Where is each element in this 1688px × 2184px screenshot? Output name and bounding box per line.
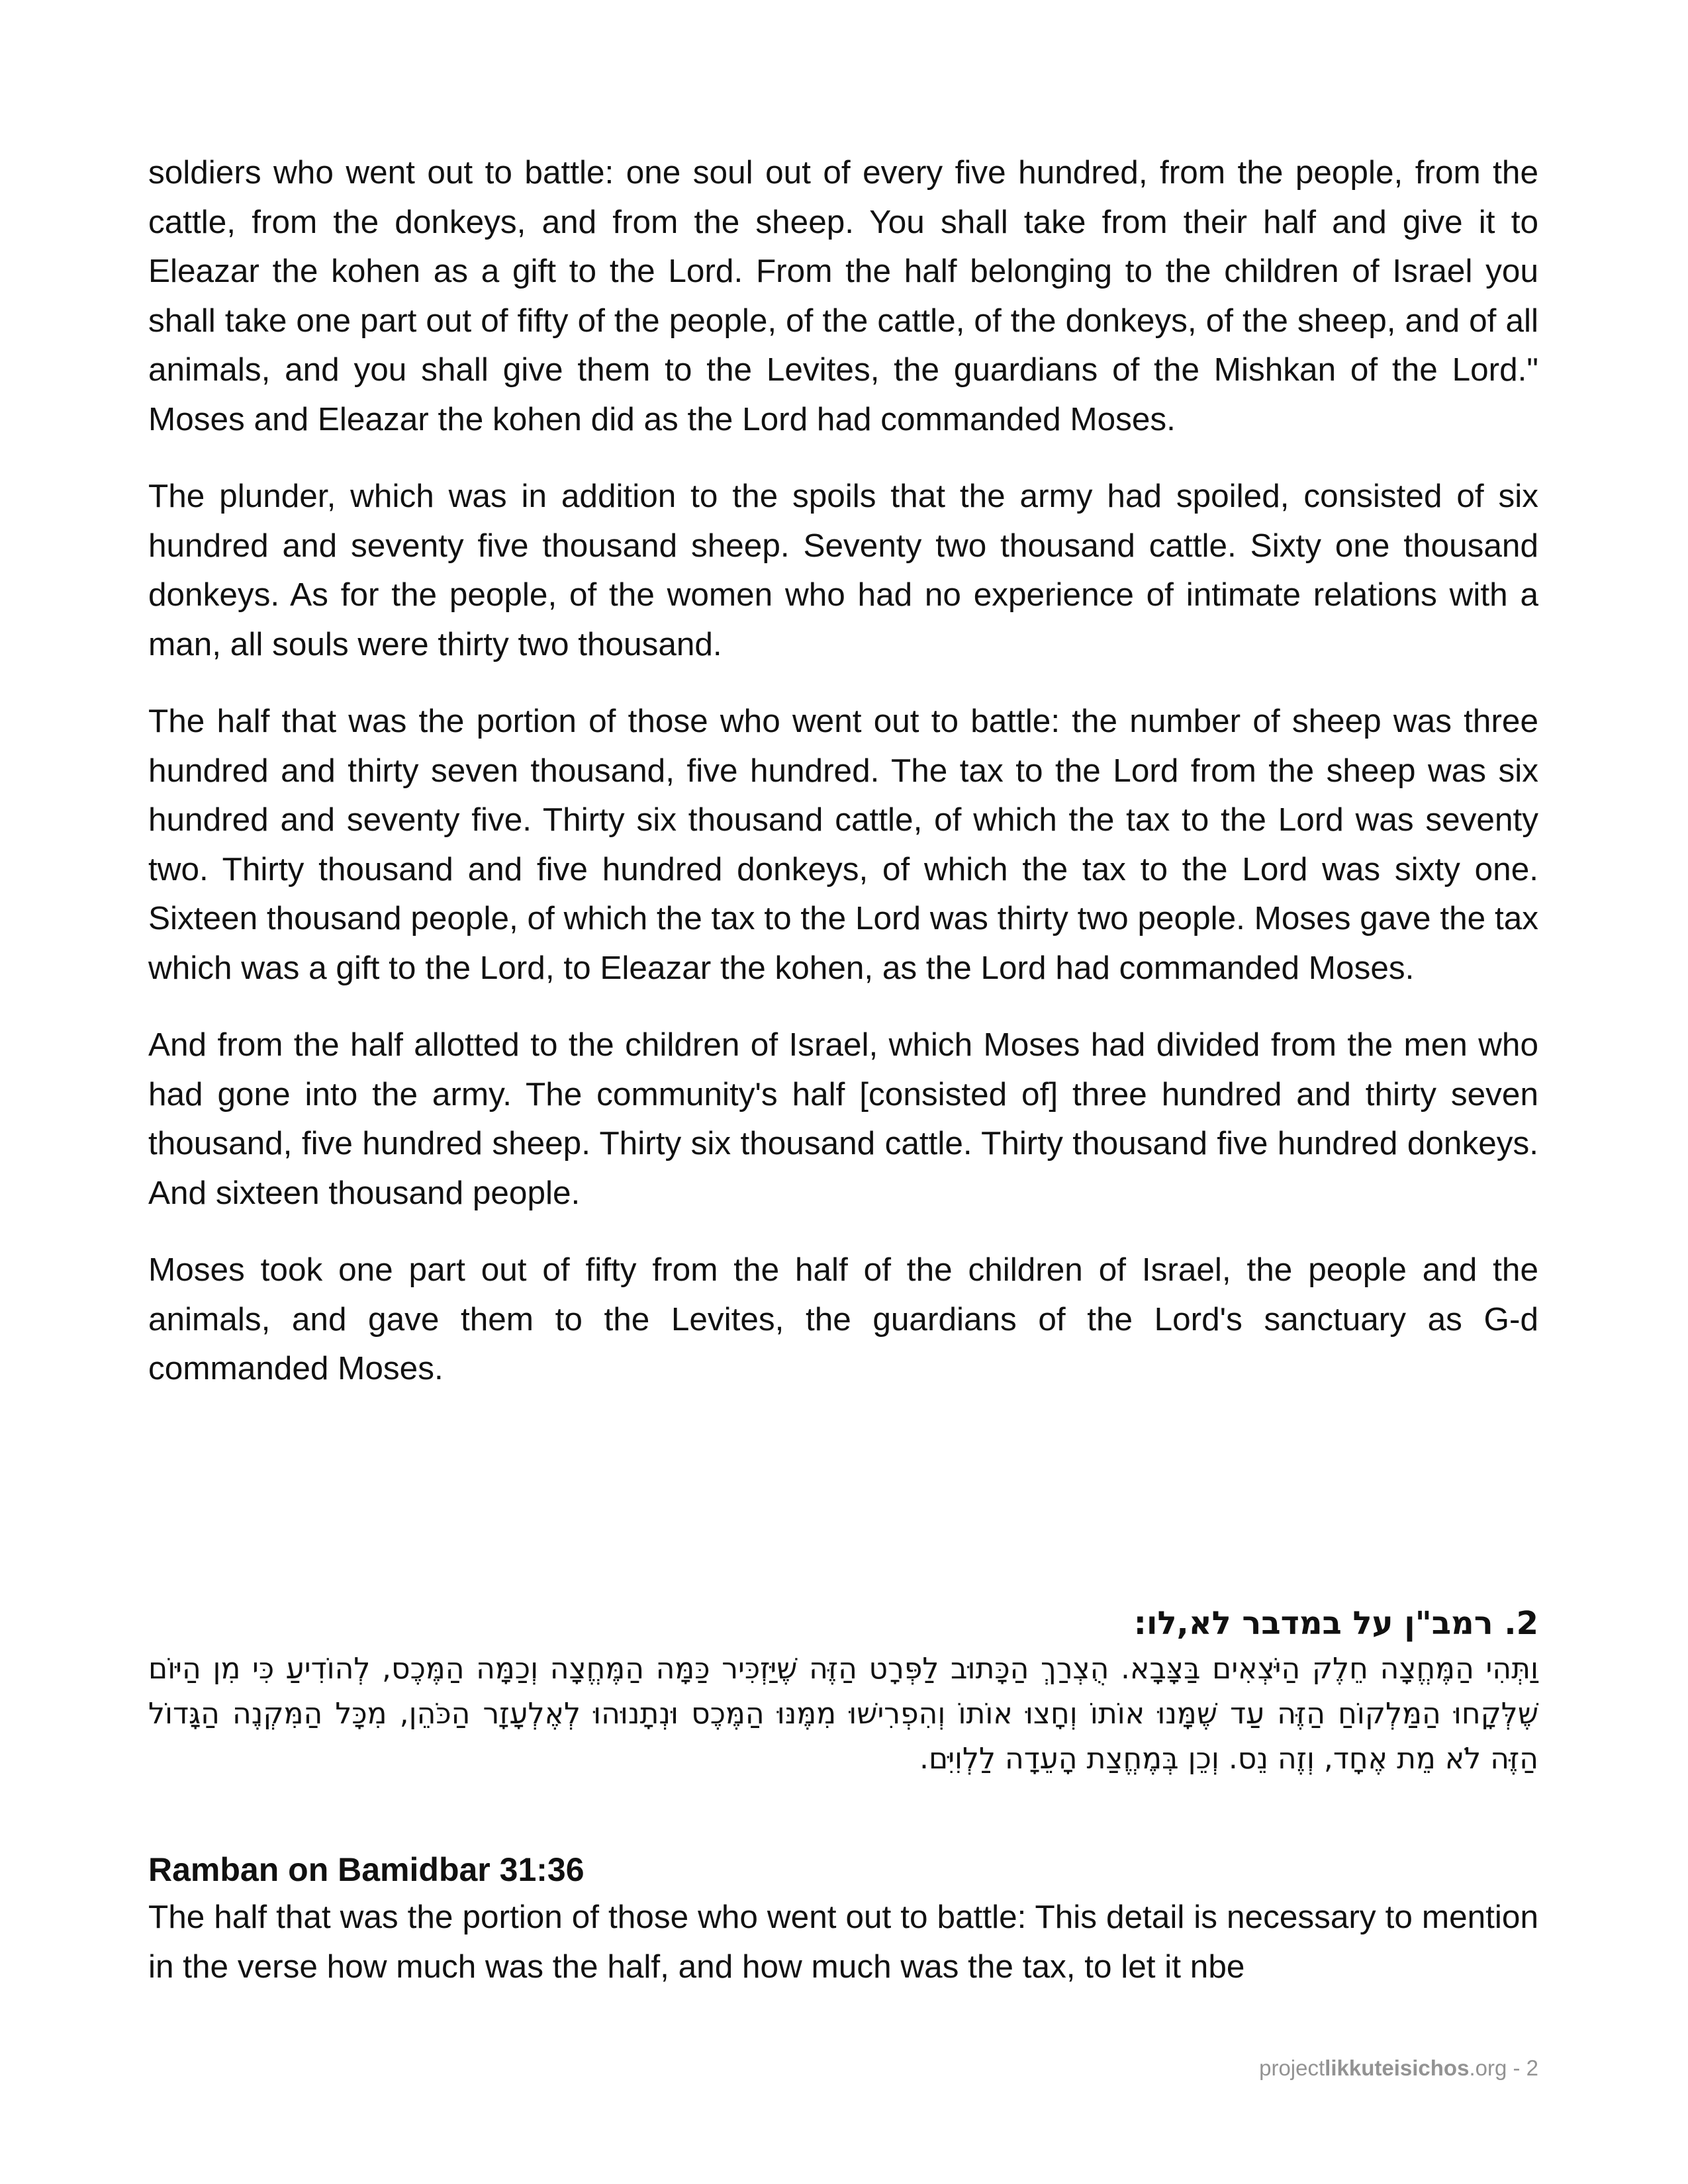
paragraph-4: And from the half allotted to the children of Israel, which Moses had divided from the men who had gone into the army. The community's half [consisted of] three hundred and thirty seven thousand, five hundred sheep. Thirty six thousand cattle. Thirty thousand five hundred donkeys. And sixteen thousand people. <box>148 1026 1538 1211</box>
page-number: 2 <box>1526 2056 1538 2080</box>
paragraph-2: The plunder, which was in addition to the spoils that the army had spoiled, consisted of six hundred and seventy five thousand sheep. Seventy two thousand cattle. Sixty one thousand donkeys. As for the people, of the women who had no experience of intimate relations with a man, all souls were thirty two thousand. <box>148 478 1538 662</box>
commentary-body: The half that was the portion of those who went out to battle: This detail is necessary to mention in the verse how much was the half, and how much was the tax, to let it nbe <box>148 1899 1538 1985</box>
page-footer <box>1259 2056 1538 2081</box>
paragraph-3: The half that was the portion of those who went out to battle: the number of sheep was three hundred and thirty seven thousand, five hundred. The tax to the Lord from the sheep was six hundred and seventy five. Thirty six thousand cattle, of which the tax to the Lord was seventy two. Thirty thousand and five hundred donkeys, of which the tax to the Lord was sixty one. Sixteen thousand people, of which the tax to the Lord was thirty two people. Moses gave the tax which was a gift to the Lord, to Eleazar the kohen, as the Lord had commanded Moses. <box>148 703 1538 986</box>
hebrew-source-title: 2. רמב"ן על במדבר לא,לו: <box>1133 1605 1538 1642</box>
footer-prefix: project <box>1259 2056 1325 2080</box>
main-text <box>148 148 1538 1394</box>
commentary-section <box>148 1846 1538 1991</box>
footer-separator: - <box>1507 2056 1526 2080</box>
hebrew-source-body: וַתְּהִי הַמֶּחֱצָה חֵלֶק הַיֹּצְאִים בַּצָּבָא. הֻצְרַךְ הַכָּתוּב לַפְּרָט הַזֶּה שֶׁיַּזְכִּיר כַּמָּה הַמֶּחֱצָה וְכַמָּה הַמֶּכֶס, לְהוֹדִיעַ כִּי מִן הַיּוֹם שֶׁלְּקָחוּ הַמַּלְקוֹחַ הַזֶּה עַד שֶׁמָּנוּ אוֹתוֹ וְחָצוּ אוֹתוֹ וְהִפְרִישׁוּ מִמֶּנּוּ הַמֶּכֶס וּנְתָנוּהוּ לְאֶלְעָזָר הַכֹּהֵן, מִכָּל הַמִּקְנֶה הַגָּדוֹל הַזֶּה לֹא מֵת אֶחָד, וְזֶה נֵס. וְכֵן בְּמֶחֱצַת הָעֵדָה לַלְוִיִּם. <box>148 1652 1538 1776</box>
paragraph-1: soldiers who went out to battle: one soul out of every five hundred, from the people, from the cattle, from the donkeys, and from the sheep. You shall take from their half and give it to Eleazar the kohen as a gift to the Lord. From the half belonging to the children of Israel you shall take one part out of fifty of the people, of the cattle, of the donkeys, of the sheep, and of all animals, and you shall give them to the Levites, the guardians of the Mishkan of the Lord." Moses and Eleazar the kohen did as the Lord had commanded Moses. <box>148 154 1538 437</box>
paragraph-5: Moses took one part out of fifty from the half of the children of Israel, the people and the animals, and gave them to the Levites, the guardians of the Lord's sanctuary as G-d commanded Moses. <box>148 1251 1538 1387</box>
footer-suffix: .org <box>1469 2056 1507 2080</box>
footer-brand: likkuteisichos <box>1325 2056 1470 2080</box>
commentary-title: Ramban on Bamidbar 31:36 <box>148 1851 585 1888</box>
hebrew-source <box>148 1600 1538 1782</box>
